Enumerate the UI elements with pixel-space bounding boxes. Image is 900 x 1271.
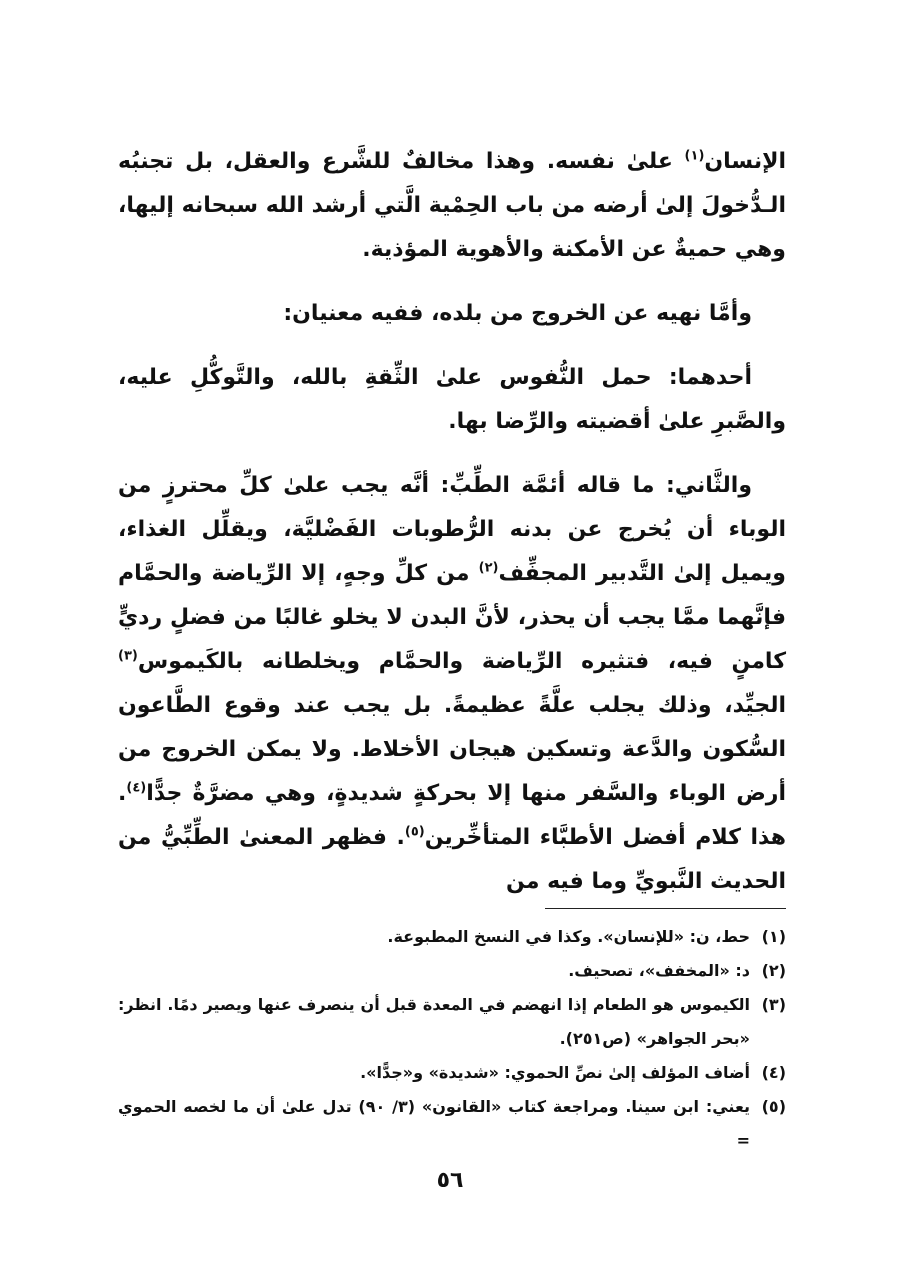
footnote-text: د: «المخفف»، تصحيف.: [568, 961, 750, 980]
footnote-ref-4[interactable]: (٤): [126, 780, 147, 796]
footnote-4: [118, 1056, 786, 1090]
text-segment: . هذا كلام أفضل الأطبَّاء المتأخِّرين: [118, 781, 786, 850]
paragraph-3: أحدهما: حمل النُّفوس علىٰ الثِّقةِ بالله، والتَّوكُّلِ عليه، والصَّبرِ علىٰ أقضيته والرِّضا بها.: [118, 365, 786, 434]
text-segment: . فظهر المعنىٰ الطِّبِّيُّ من الحديث النَّبويِّ وما فيه من: [118, 825, 786, 894]
text-segment: من كلِّ وجهٍ، إلا الرِّياضة والحمَّام فإنَّهما ممَّا يجب أن يحذر، لأنَّ البدن لا يخلو غالبًا من فضلٍ رديٍّ كامنٍ فيه، فتثيره الرِّياضة والحمَّام ويخلطانه بالكَيموس: [118, 561, 786, 674]
footnote-5: [118, 1090, 786, 1158]
footnote-ref-5[interactable]: (٥): [404, 824, 425, 840]
main-text: [118, 140, 786, 904]
footnote-number: (٥): [761, 1097, 786, 1116]
text-segment: علىٰ نفسه. وهذا مخالفٌ للشَّرع والعقل، بل تجنبُه الـدُّخولَ إلىٰ أرضه من باب الحِمْية الَّتي أرشد الله سبحانه إليها، وهي حميةٌ عن الأمكنة والأهوية المؤذية.: [118, 149, 786, 262]
page-number: ٥٦: [436, 1168, 464, 1193]
footnote-2: [118, 954, 786, 988]
paragraph-4: [118, 464, 786, 904]
footnote-1: [118, 920, 786, 954]
footnote-ref-3[interactable]: (٣): [118, 648, 138, 664]
text-segment: والثَّاني: ما قاله أئمَّة الطِّبِّ: أنَّه يجب علىٰ كلِّ محترزٍ من الوباء أن يُخرج عن بدنه الرُّطوبات الفَضْليَّة، ويقلِّل الغذاء، ويميل إلىٰ التَّدبير المجفِّف: [118, 473, 786, 586]
footnote-number: (٢): [761, 961, 786, 980]
footnotes-section: [118, 920, 786, 1158]
paragraph-2: وأمَّا نهيه عن الخروج من بلده، ففيه معنيان:: [283, 301, 752, 326]
text-segment: الجيِّد، وذلك يجلب علَّةً عظيمةً. بل يجب عند وقوع الطَّاعون السُّكون والدَّعة وتسكين هيجان الأخلاط. ولا يمكن الخروج من أرض الوباء والسَّفر منها إلا بحركةٍ شديدةٍ، وهي مضرَّةٌ جدًّا: [118, 693, 786, 806]
footnote-ref-1[interactable]: (١): [684, 148, 705, 164]
footnote-text: أضاف المؤلف إلىٰ نصِّ الحموي: «شديدة» و«جدًّا».: [360, 1063, 750, 1082]
footnote-number: (٤): [761, 1063, 786, 1082]
footnote-text: يعني: ابن سينا. ومراجعة كتاب «القانون» (٣/ ٩٠) تدل علىٰ أن ما لخصه الحموي =: [118, 1097, 750, 1150]
text-segment: الإنسان: [704, 149, 786, 174]
paragraph-1: [118, 140, 786, 272]
footnote-number: (٣): [761, 995, 786, 1014]
footnote-text: الكيموس هو الطعام إذا انهضم في المعدة قبل أن ينصرف عنها ويصير دمًا. انظر: «بحر الجواهر» (ص٢٥١).: [118, 995, 750, 1048]
footnote-number: (١): [761, 927, 786, 946]
footnote-3: [118, 988, 786, 1056]
footnote-text: حط، ن: «للإنسان». وكذا في النسخ المطبوعة.: [387, 927, 750, 946]
footnote-divider: [545, 908, 786, 909]
footnote-ref-2[interactable]: (٢): [478, 560, 499, 576]
